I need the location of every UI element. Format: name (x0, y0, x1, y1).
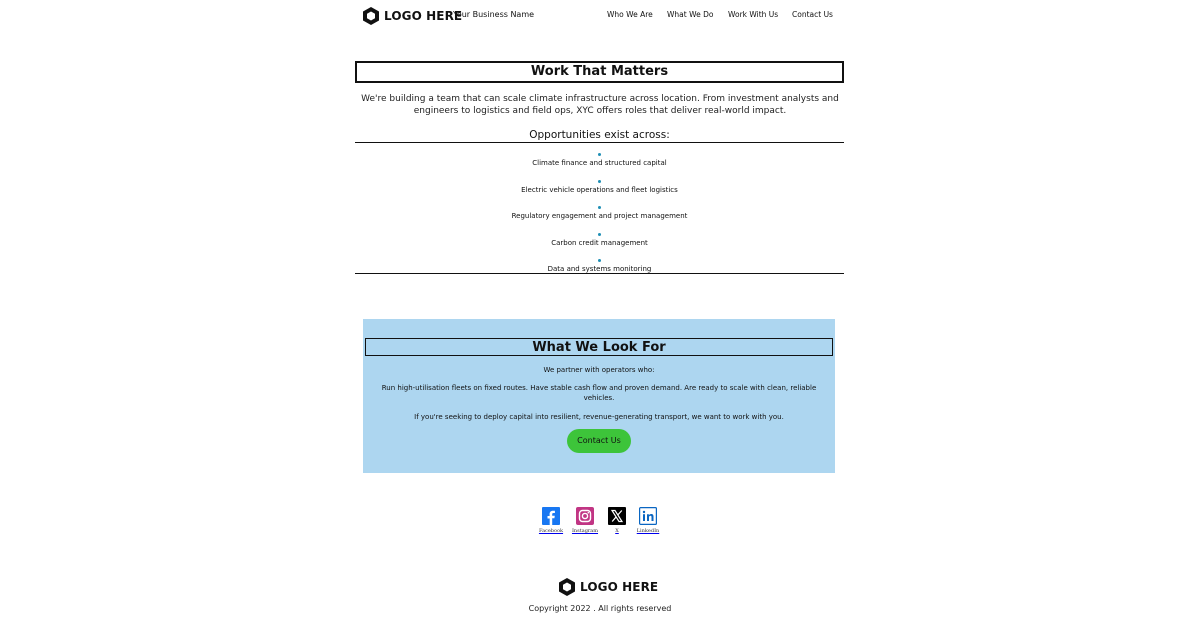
site-header (0, 0, 1200, 30)
copyright-text: Copyright 2022 . All rights reserved (528, 604, 672, 613)
opportunities-list (355, 150, 844, 283)
bullet-icon (598, 180, 601, 183)
linkedin-icon (639, 507, 657, 525)
social-links (0, 507, 1200, 537)
list-item-label: Climate finance and structured capital (532, 159, 667, 167)
nav-contact-us[interactable]: Contact Us (792, 10, 833, 19)
opportunities-heading: Opportunities exist across: (529, 129, 670, 141)
divider-bottom (355, 273, 844, 274)
list-item (355, 150, 844, 177)
footer-logo[interactable] (558, 577, 658, 597)
bullet-icon (598, 153, 601, 156)
instagram-label: Instagram (571, 528, 599, 534)
list-item (355, 203, 844, 230)
divider-top (355, 142, 844, 143)
list-item (355, 256, 844, 283)
work-that-matters-heading: Work That Matters (355, 61, 844, 83)
nav-work-with-us[interactable]: Work With Us (728, 10, 779, 19)
work-intro-text: We're building a team that can scale climate infrastructure across location. From investment analysts and engineers to logistics and field ops, XYC offers roles that deliver real-world impact. (361, 94, 839, 116)
facebook-icon (542, 507, 560, 525)
list-item (355, 177, 844, 204)
hexagon-logo-icon (558, 577, 576, 597)
look-for-paragraph-criteria: Run high-utilisation fleets on fixed routes. Have stable cash flow and proven demand. Are ready to scale with clean, reliable vehicles. (381, 384, 817, 402)
list-item-label: Electric vehicle operations and fleet logistics (521, 185, 678, 194)
list-item-label: Data and systems monitoring (547, 265, 652, 273)
nav-who-we-are[interactable]: Who We Are (607, 10, 653, 19)
bullet-icon (598, 259, 601, 262)
business-name: Your Business Name (453, 10, 535, 19)
contact-us-button[interactable]: Contact Us (567, 429, 631, 453)
bullet-icon (598, 206, 601, 209)
what-we-look-for-panel (363, 319, 835, 473)
x-icon (608, 507, 626, 525)
x-label: X (615, 528, 619, 534)
nav-what-we-do[interactable]: What We Do (667, 10, 714, 19)
look-for-subtitle: We partner with operators who: (543, 366, 655, 374)
logo-text: LOGO HERE (384, 9, 463, 23)
linkedin-label: LinkedIn (636, 528, 660, 534)
list-item-label: Regulatory engagement and project management (511, 212, 688, 220)
what-we-look-for-heading: What We Look For (365, 338, 833, 356)
linkedin-link[interactable] (628, 507, 668, 534)
facebook-label: Facebook (538, 528, 564, 534)
list-item (355, 230, 844, 257)
footer-logo-text: LOGO HERE (580, 580, 659, 594)
look-for-paragraph-invite: If you're seeking to deploy capital into resilient, revenue-generating transport, we want to work with you. (414, 413, 784, 421)
bullet-icon (598, 233, 601, 236)
instagram-icon (576, 507, 594, 525)
list-item-label: Carbon credit management (551, 238, 648, 247)
main-nav (0, 10, 1200, 22)
